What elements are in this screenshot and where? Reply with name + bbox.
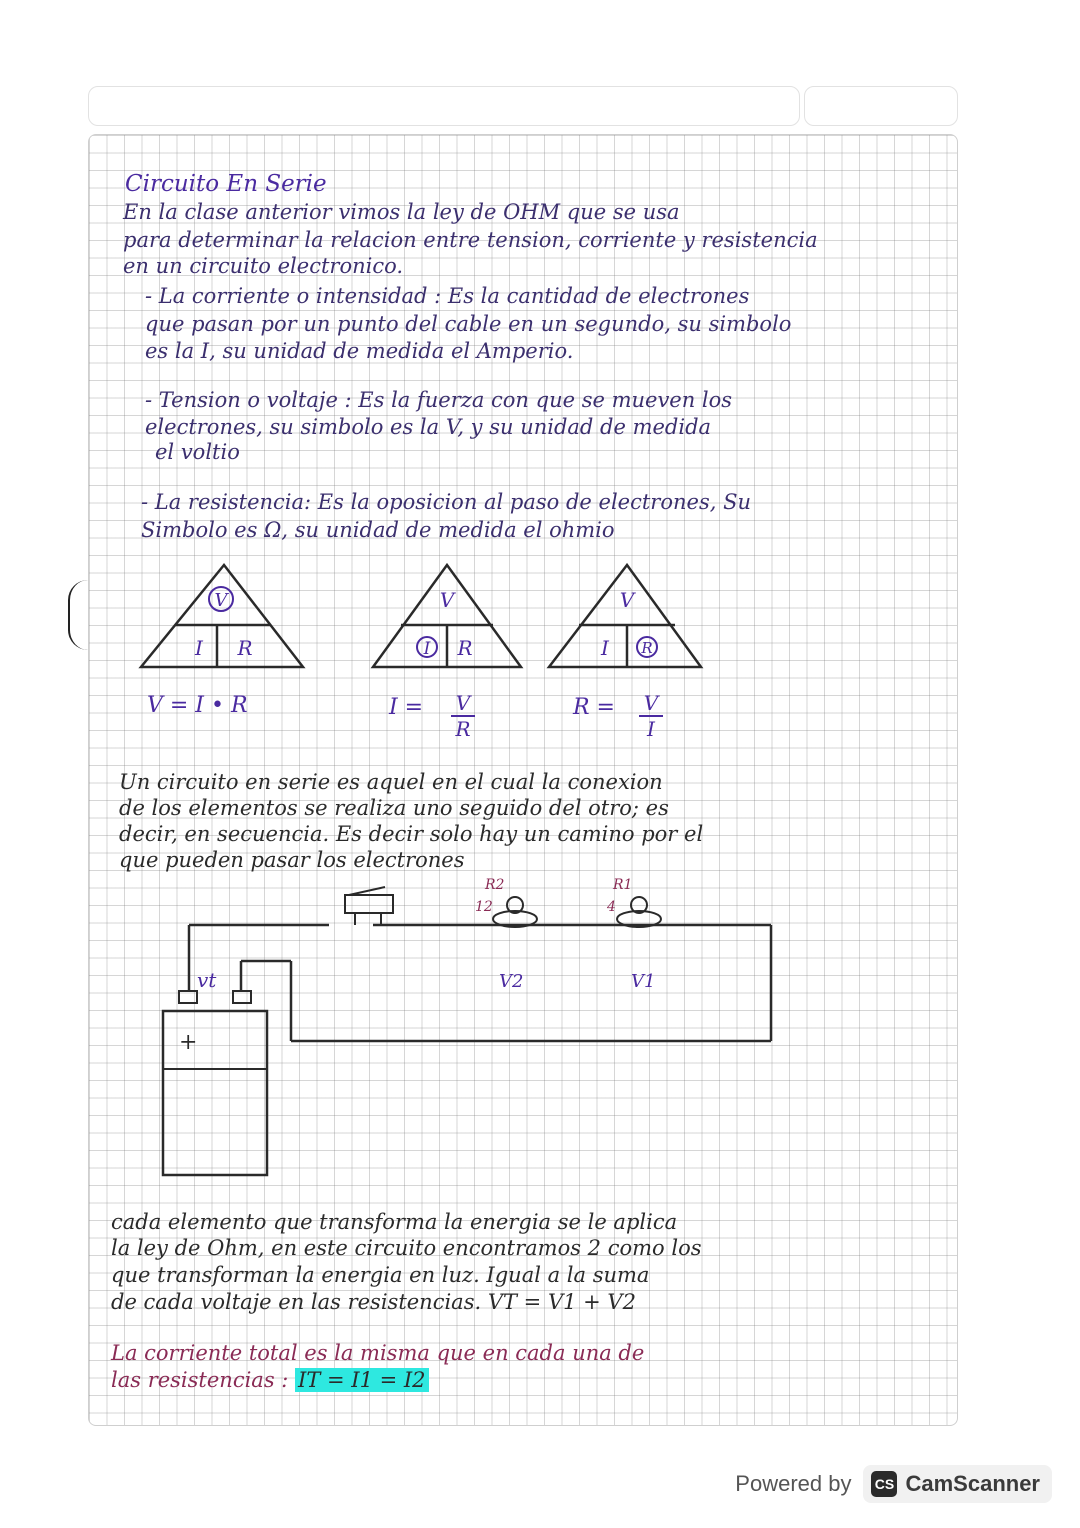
camscanner-badge <box>863 1465 1052 1503</box>
triangle-2-right: R <box>457 636 473 660</box>
triangle-3-right: R <box>641 639 653 657</box>
triangle-2-top: V <box>439 588 455 612</box>
margin-mark <box>68 580 88 650</box>
formula-r-lhs: R = <box>573 695 615 720</box>
bulb-r2-icon <box>493 897 537 927</box>
cada-line-2: la ley de Ohm, en este circuito encontramos 2 como los <box>111 1236 702 1260</box>
intro-line-3: en un circuito electronico. <box>123 254 404 278</box>
label-r1: R1 <box>613 877 633 893</box>
serie-line-4: que pueden pasar los electrones <box>119 848 465 872</box>
resistencia-line-1: - La resistencia: Es la oposicion al paso de electrones, Su <box>141 490 751 514</box>
intro-line-2: para determinar la relacion entre tension, corriente y resistencia <box>123 228 818 252</box>
camscanner-brand-name: CamScanner <box>905 1471 1040 1496</box>
formula-r-fraction <box>639 691 663 741</box>
corriente-total-prefix: las resistencias : <box>111 1368 296 1392</box>
triangle-1-left: I <box>195 636 203 660</box>
triangle-3-left: I <box>601 636 609 660</box>
tension-line-1: - Tension o voltaje : Es la fuerza con que se mueven los <box>145 388 733 412</box>
corriente-line-2: que pasan por un punto del cable en un segundo, su simbolo <box>145 312 792 336</box>
triangle-3-top: V <box>619 588 635 612</box>
corriente-total-line-2 <box>111 1367 429 1394</box>
series-circuit-diagram <box>149 875 849 1195</box>
powered-by-label: Powered by <box>735 1471 852 1496</box>
triangle-2-left: I <box>423 639 431 659</box>
ohm-triangle-1 <box>139 563 309 673</box>
corriente-total-highlight: IT = I1 = I2 <box>295 1368 429 1392</box>
battery-plus-sign: + <box>179 1030 198 1055</box>
switch-icon <box>345 887 393 925</box>
serie-line-1: Un circuito en serie es aquel en el cual la conexion <box>119 770 663 794</box>
formula-i-denominator: R <box>455 717 471 741</box>
tension-line-2: electrones, su simbolo es la V, y su unidad de medida <box>145 415 712 439</box>
camscanner-logo-icon: CS <box>871 1471 897 1497</box>
corriente-total-line-1: La corriente total es la misma que en cada una de <box>111 1341 645 1365</box>
cada-line-1: cada elemento que transforma la energia se le aplica <box>111 1210 678 1234</box>
triangle-1-right: R <box>237 636 253 660</box>
corriente-line-3: es la I, su unidad de medida el Amperio. <box>145 339 574 363</box>
intro-line-1: En la clase anterior vimos la ley de OHM que se usa <box>123 200 680 224</box>
formula-v: V = I • R <box>147 693 248 718</box>
formula-r-numerator: V <box>639 691 663 717</box>
cada-line-4: de cada voltaje en las resistencias. VT = V1 + V2 <box>111 1290 636 1314</box>
serie-line-2: de los elementos se realiza uno seguido del otro; es <box>119 796 669 820</box>
resistencia-line-2: Simbolo es Ω, su unidad de medida el ohmio <box>141 518 615 542</box>
bulb-r1-icon <box>617 897 661 927</box>
notebook-sheet <box>88 134 958 1426</box>
label-r1-value: 4 <box>607 899 616 915</box>
corriente-line-1: - La corriente o intensidad : Es la cantidad de electrones <box>145 284 750 308</box>
formula-i-lhs: I = <box>389 695 424 720</box>
header-box-left <box>88 86 800 126</box>
tension-line-3: el voltio <box>155 440 240 464</box>
page-title: Circuito En Serie <box>125 171 327 197</box>
formula-r-denominator: I <box>647 717 655 741</box>
label-v1: V1 <box>631 971 656 992</box>
ohm-triangle-3 <box>547 563 717 673</box>
ohm-triangle-2 <box>371 563 531 673</box>
label-vt: vt <box>197 968 217 992</box>
label-r2-value: 12 <box>475 899 493 915</box>
cada-line-3: que transforman la energia en luz. Igual a la suma <box>111 1263 650 1287</box>
formula-i-fraction <box>451 691 475 741</box>
header-box-right <box>804 86 958 126</box>
formula-i-numerator: V <box>451 691 475 717</box>
triangle-1-top: V <box>214 590 228 611</box>
label-v2: V2 <box>499 971 524 992</box>
serie-line-3: decir, en secuencia. Es decir solo hay un camino por el <box>119 822 704 846</box>
label-r2: R2 <box>485 877 505 893</box>
camscanner-watermark <box>735 1462 1052 1506</box>
